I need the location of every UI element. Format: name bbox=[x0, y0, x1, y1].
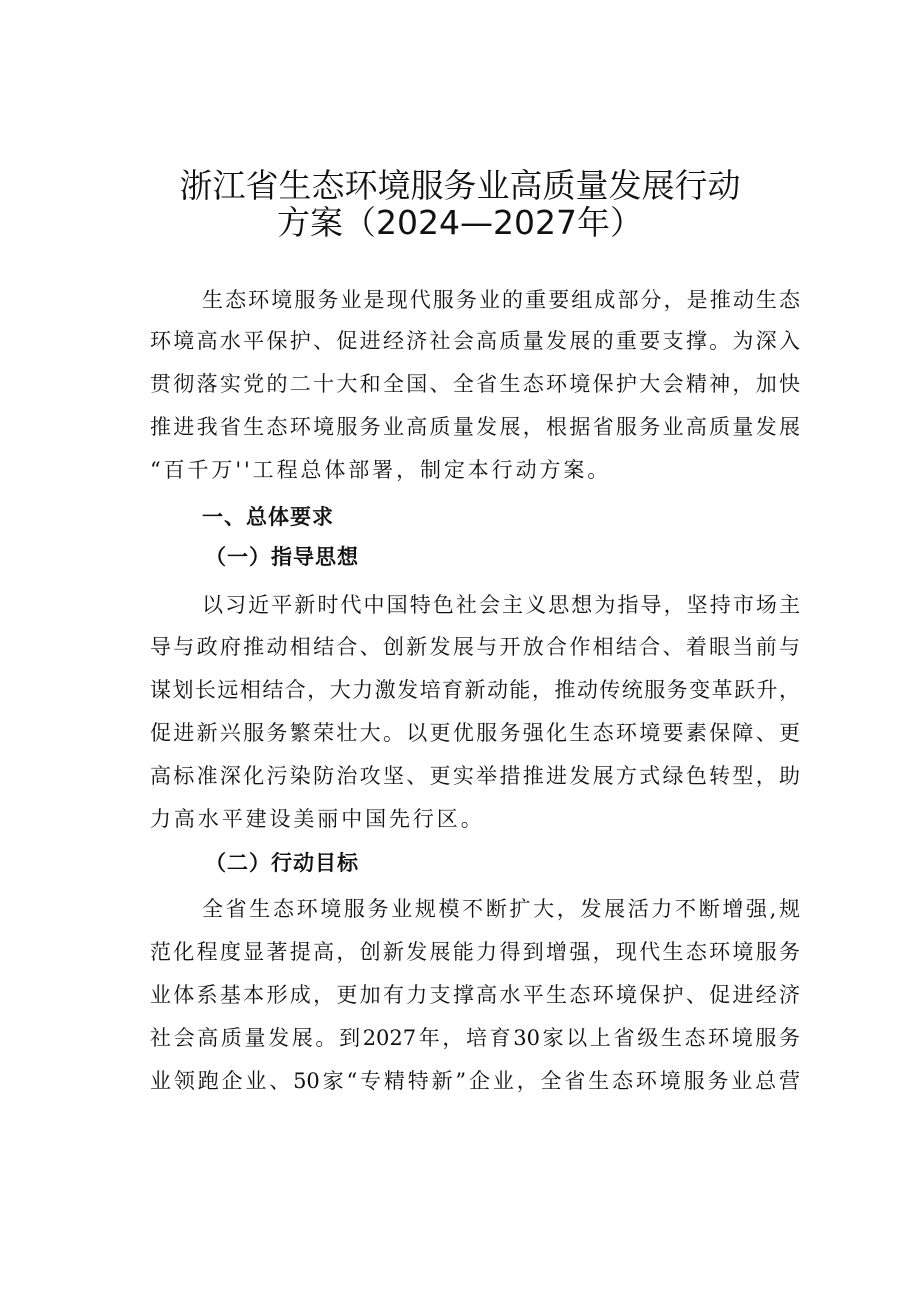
action-goals-line-2: 范化程度显著提高，创新发展能力得到增强，现代生态环境服务 bbox=[150, 940, 800, 964]
guiding-thought-line-3: 谋划长远相结合，大力激发培育新动能，推动传统服务变革跃升， bbox=[150, 678, 800, 702]
intro-line-5: “百千万''工程总体部署，制定本行动方案。 bbox=[150, 458, 612, 482]
guiding-thought-line-5: 高标准深化污染防治攻坚、更实举措推进发展方式绿色转型，助 bbox=[150, 764, 800, 788]
action-goals-line-3: 业体系基本形成，更加有力支撑高水平生态环境保护、促进经济 bbox=[150, 983, 800, 1007]
guiding-thought-line-1: 以习近平新时代中国特色社会主义思想为指导，坚持市场主 bbox=[202, 593, 800, 617]
guiding-thought-line-6: 力高水平建设美丽中国先行区。 bbox=[150, 807, 485, 831]
intro-line-2: 环境高水平保护、促进经济社会高质量发展的重要支撑。为深入 bbox=[150, 329, 800, 353]
action-goals-line-5: 业领跑企业、50家“专精特新”企业，全省生态环境服务业总营 bbox=[150, 1069, 800, 1093]
document-title-line-2: 方案（2024—2027年） bbox=[277, 203, 643, 242]
section-heading: 一、总体要求 bbox=[202, 504, 334, 529]
action-goals-line-4: 社会高质量发展。到2027年，培育30家以上省级生态环境服务 bbox=[150, 1026, 800, 1050]
guiding-thought-line-4: 促进新兴服务繁荣壮大。以更优服务强化生态环境要素保障、更 bbox=[150, 721, 800, 745]
guiding-thought-line-2: 导与政府推动相结合、创新发展与开放合作相结合、着眼当前与 bbox=[150, 635, 800, 659]
subsection-heading-guiding-thought: （一）指导思想 bbox=[205, 544, 359, 569]
intro-line-4: 推进我省生态环境服务业高质量发展，根据省服务业高质量发展 bbox=[150, 415, 800, 439]
intro-line-3: 贯彻落实党的二十大和全国、全省生态环境保护大会精神，加快 bbox=[150, 372, 800, 396]
document-title-line-1: 浙江省生态环境服务业高质量发展行动 bbox=[179, 166, 741, 205]
intro-line-1: 生态环境服务业是现代服务业的重要组成部分，是推动生态 bbox=[202, 288, 800, 312]
action-goals-line-1: 全省生态环境服务业规模不断扩大，发展活力不断增强,规 bbox=[202, 897, 800, 921]
subsection-heading-action-goals: （二）行动目标 bbox=[205, 850, 359, 875]
